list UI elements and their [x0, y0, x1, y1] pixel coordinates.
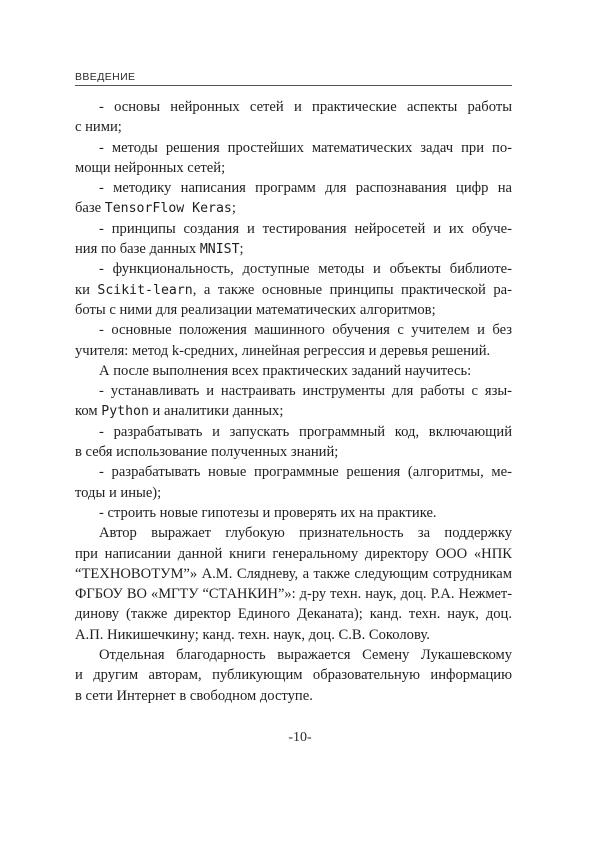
text-line: тоды и иные);: [75, 484, 162, 501]
text-line: с ними;: [75, 119, 122, 136]
text-line: - устанавливать и настраивать инструменты для работы с язы-: [99, 383, 512, 400]
text-line: “ТЕХНОВОТУМ”» А.М. Слядневу, а также следующим сотрудникам: [75, 565, 512, 582]
text-line: учителя: метод k-средних, линейная регрессия и деревья решений.: [75, 342, 491, 359]
text-line: [75, 401, 512, 421]
page-number: -10-: [288, 730, 312, 745]
text-fragment: ;: [231, 200, 236, 217]
text-line: - методику написания программ для распознавания цифр на: [99, 180, 512, 197]
text-line: Автор выражает глубокую признательность за поддержку: [99, 525, 512, 542]
text-line: - принципы создания и тестирования нейросетей и их обуче-: [99, 220, 512, 237]
text-line: - методы решения простейших математических задач при по-: [99, 139, 512, 156]
text-line: [75, 239, 512, 259]
text-line: А после выполнения всех практических заданий научитесь:: [99, 362, 472, 379]
text-line: [75, 280, 512, 300]
text-fragment: ;: [239, 241, 244, 258]
text-line: при написании данной книги генеральному директору ООО «НПК: [75, 545, 512, 562]
running-head: ВВЕДЕНИЕ: [75, 71, 136, 83]
text-line: - разрабатывать и запускать программный код, включающий: [99, 423, 512, 440]
header-rule: [75, 85, 512, 86]
text-line: - функциональность, доступные методы и объекты библиоте-: [99, 261, 512, 278]
code-term: MNIST: [199, 242, 240, 258]
code-term: Scikit-learn: [97, 282, 193, 298]
text-fragment: ния по базе данных: [75, 241, 200, 258]
text-line: - разрабатывать новые программные решения (алгоритмы, ме-: [99, 464, 512, 481]
code-term: Python: [101, 404, 149, 420]
text-line: и другим авторам, публикующим образовательную информацию: [75, 667, 512, 684]
text-line: - основы нейронных сетей и практические аспекты работы: [99, 99, 512, 115]
text-line: - основные положения машинного обучения с учителем и без: [99, 322, 512, 339]
text-fragment: , а также основные принципы практической ра-: [192, 281, 512, 298]
text-line: ФГБОУ ВО «МГТУ “СТАНКИН”»: д-ру техн. наук, доц. Р.А. Нежмет-: [75, 586, 512, 603]
text-line: А.П. Никишечкину; канд. техн. наук, доц. С.В. Соколову.: [75, 626, 430, 643]
text-fragment: ки: [75, 281, 98, 298]
text-line: Отдельная благодарность выражается Семену Лукашевскому: [99, 647, 512, 664]
body-text: [75, 97, 512, 706]
text-fragment: ком: [75, 403, 102, 420]
text-fragment: и аналитики данных;: [148, 403, 284, 420]
text-line: [75, 198, 512, 218]
text-line: динову (также директор Единого Деканата); канд. техн. наук, доц.: [75, 606, 512, 623]
text-line: мощи нейронных сетей;: [75, 159, 226, 176]
text-fragment: базе: [75, 200, 105, 217]
text-line: в сети Интернет в свободном доступе.: [75, 687, 313, 704]
text-line: боты с ними для реализации математических алгоритмов;: [75, 301, 436, 318]
code-term: TensorFlow Keras: [104, 201, 232, 217]
text-line: в себя использование полученных знаний;: [75, 444, 339, 461]
text-line: - строить новые гипотезы и проверять их на практике.: [99, 504, 437, 521]
